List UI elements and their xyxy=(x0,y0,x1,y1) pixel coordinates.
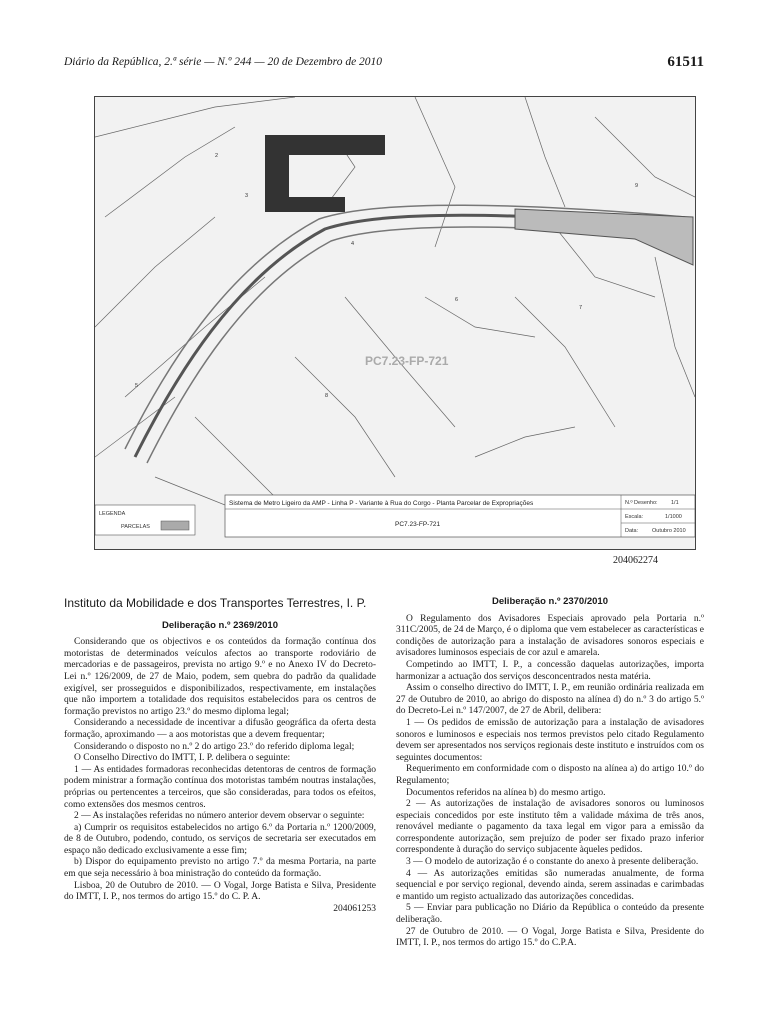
paragraph: a) Cumprir os requisitos estabelecidos no artigo 6.º da Portaria n.º 1200/2009, de 8 de Outubro, podendo, contudo, os serviços de secretaria ser executados em espaço não dedicado exclusivamente a esse fim; xyxy=(64,822,376,856)
plot-label: 6 xyxy=(455,297,459,303)
plot-label: 9 xyxy=(635,183,639,189)
date-label: Data: xyxy=(625,528,639,534)
date-value: Outubro 2010 xyxy=(652,528,686,534)
plot-label: 8 xyxy=(325,393,329,399)
plot-label: 7 xyxy=(579,305,583,311)
signature: 27 de Outubro de 2010. — O Vogal, Jorge Batista e Silva, Presidente do IMTT, I. P., nos termos do artigo 15.º do C.P.A. xyxy=(396,926,704,949)
title-block xyxy=(225,495,695,537)
plan-title: Sistema de Metro Ligeiro da AMP - Linha P - Variante à Rua do Corgo - Planta Parcelar de Expropriações xyxy=(229,500,534,507)
drawing-value: 1/1 xyxy=(671,500,679,506)
paragraph: Considerando o disposto no n.º 2 do artigo 23.º do referido diploma legal; xyxy=(74,741,355,752)
paragraph: b) Dispor do equipamento previsto no artigo 7.º da mesma Portaria, na parte em que seja necessário à boa ministração do conteúdo da formação. xyxy=(64,857,376,880)
map-drawing xyxy=(95,97,695,549)
journal-title: Diário da República, 2.ª série — N.º 244 — 20 de Dezembro de 2010 xyxy=(64,56,383,68)
plot-label: 2 xyxy=(215,153,219,159)
paragraph: 5 — Enviar para publicação no Diário da República o conteúdo da presente deliberação. xyxy=(396,903,704,926)
paragraph: Considerando a necessidade de incentivar a difusão geográfica da oferta desta formação, aproximando — a aos motoristas que a devem frequentar; xyxy=(64,718,376,740)
paragraph: 4 — As autorizações emitidas são numeradas anualmente, de forma sequencial e por serviço regional, devendo ainda, serem assinadas e carimbadas e mantido um registo actualizado das autorizações concedidas. xyxy=(396,868,704,902)
paragraph: O Regulamento dos Avisadores Especiais aprovado pela Portaria n.º 311C/2005, de 24 de Março, é o diploma que vem estabelecer as características e condições de autorização para a instalação de avisadores sonoros especiais e avisadores luminosos especiais de cor azul e amarela. xyxy=(396,613,705,659)
paragraph: 3 — O modelo de autorização é o constante do anexo à presente deliberação. xyxy=(406,857,699,868)
paragraph: 2 — As instalações referidas no número anterior devem observar o seguinte: xyxy=(74,811,365,822)
map-caption-code: 204062274 xyxy=(613,555,658,566)
page-number: 61511 xyxy=(667,54,704,70)
expropriation-plan-map xyxy=(94,96,696,550)
legend-title: LEGENDA xyxy=(99,511,126,517)
paragraph: 1 — Os pedidos de emissão de autorização para a instalação de avisadores sonoros e luminosos e especiais nos termos previstos pelo citado Regulamento devem ser apresentados nos serviços regionais deste instituto e instruídos com os seguintes documentos: xyxy=(396,717,704,763)
scale-label: Escala: xyxy=(625,514,644,520)
paragraph: Competindo ao IMTT, I. P., a concessão daquelas autorizações, importa harmonizar a actuação dos serviços desconcentrados nesta matéria. xyxy=(396,659,704,682)
legend-box xyxy=(95,505,195,535)
document-code: 204061253 xyxy=(333,903,376,914)
legend-item: PARCELAS xyxy=(121,524,150,530)
paragraph: O Conselho Directivo do IMTT, I. P. delibera o seguinte: xyxy=(74,753,291,764)
paragraph: Requerimento em conformidade com o disposto na alínea a) do artigo 10.º do Regulamento; xyxy=(396,764,704,786)
map-watermark: PC7.23-FP-721 xyxy=(365,354,449,368)
deliberation-title: Deliberação n.º 2369/2010 xyxy=(162,619,278,631)
paragraph: 1 — As entidades formadoras reconhecidas detentoras de centros de formação podem ministrar a formação contínua dos motoristas também noutras instalações, próprias ou pertencentes a terceiros, que são consideradas, para todos os efeitos, como extensões dos mesmos centros. xyxy=(64,764,376,810)
deliberation-title: Deliberação n.º 2370/2010 xyxy=(492,596,608,607)
page-header xyxy=(64,56,704,74)
paragraph: Assim o conselho directivo do IMTT, I. P., em reunião ordinária realizada em 27 de Outubro de 2010, ao abrigo do disposto na alínea d) do n.º 3 do artigo 5.º do Decreto-Lei n.º 147/2007, de 27 de Abril, delibera: xyxy=(396,683,704,717)
plan-code: PC7.23-FP-721 xyxy=(395,521,441,528)
plot-label: 3 xyxy=(245,193,249,199)
paragraph: Considerando que os objectivos e os conteúdos da formação contínua dos motoristas de determinados veículos afectos ao transporte rodoviário de mercadorias e de passageiros, prevista no artigo 9.º e no Anexo IV do Decreto-Lei n.º 126/2009, de 27 de Maio, podem, sem quebra do padrão da qualidade exigível, ser prosseguidos e disponibilizados, respectivamente, em instalações que não importem a totalidade dos requisitos estabelecidos para os centros de formação previstos no artigo 23.º do mesmo diploma legal; xyxy=(64,637,376,717)
left-column xyxy=(64,596,376,915)
legend-swatch xyxy=(161,521,189,530)
map-background xyxy=(95,97,695,549)
paragraph: 2 — As autorizações de instalação de avisadores sonoros ou luminosos especiais concedidos por este instituto têm a validade máxima de três anos, renovável mediante o pagamento da taxa legal em vigor para a emissão da correspondente autorização, sem prejuízo de poder ser fixado prazo inferior correspondente à duração do serviço subjacente àqueles pedidos. xyxy=(396,799,704,856)
drawing-label: N.º Desenho: xyxy=(625,500,658,506)
institution-heading: Instituto da Mobilidade e dos Transportes Terrestres, I. P. xyxy=(64,596,367,610)
plot-label: 4 xyxy=(351,241,355,247)
right-column xyxy=(396,596,704,950)
signature: Lisboa, 20 de Outubro de 2010. — O Vogal, Jorge Batista e Silva, Presidente do IMTT, I. P., nos termos do artigo 15.º do C. P. A. xyxy=(64,880,376,903)
plot-label: 5 xyxy=(135,383,139,389)
paragraph: Documentos referidos na alínea b) do mesmo artigo. xyxy=(406,787,606,798)
scale-value: 1/1000 xyxy=(665,514,682,520)
